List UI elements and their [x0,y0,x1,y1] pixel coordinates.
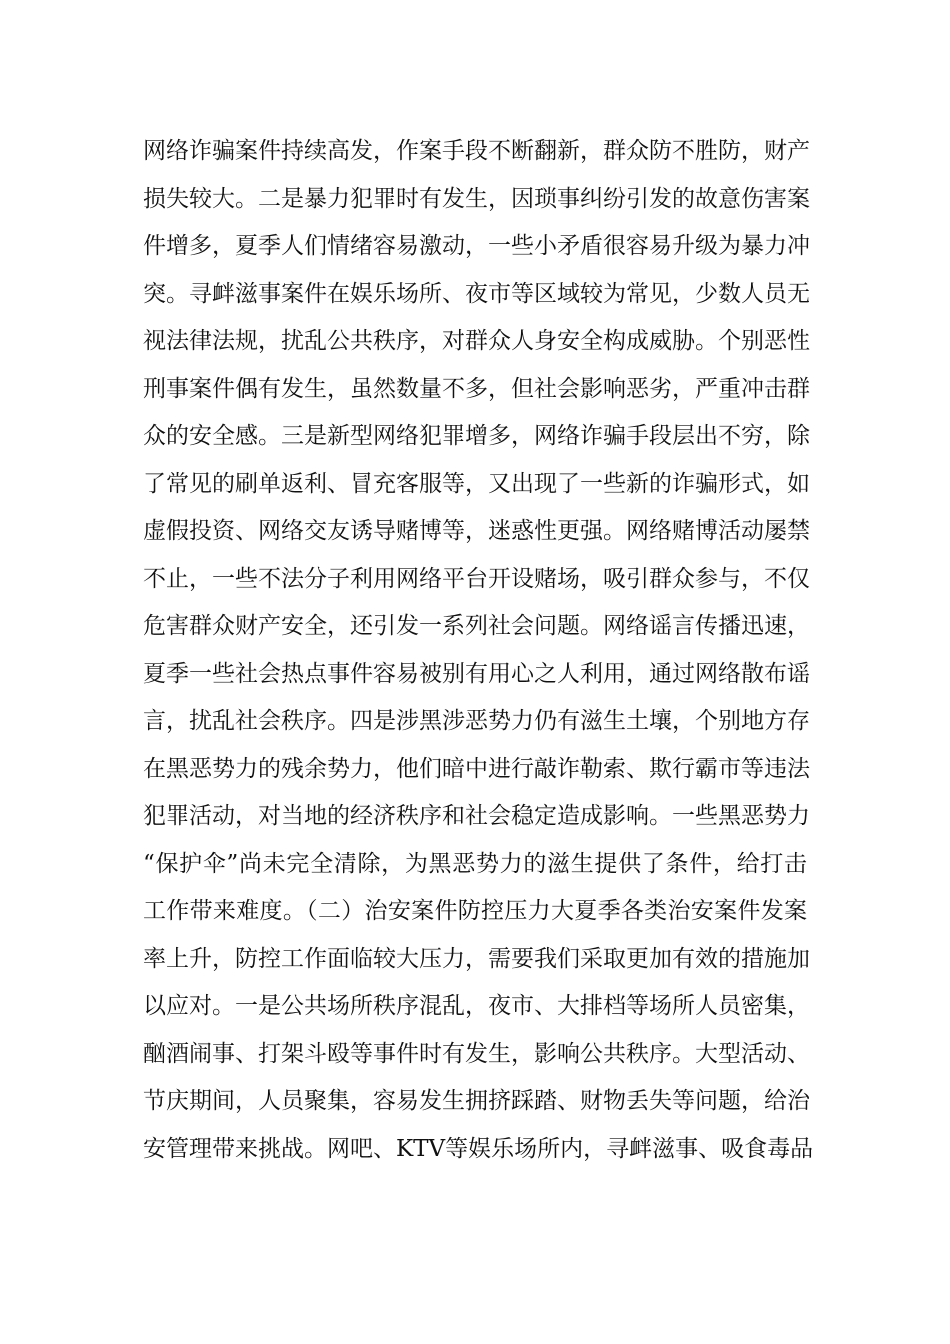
text-line: “保护伞”尚未完全清除，为黑恶势力的滋生提供了条件，给打击 [143,850,807,877]
text-line: 刑事案件偶有发生，虽然数量不多，但社会影响恶劣，严重冲击群 [143,375,810,402]
text-line: 危害群众财产安全，还引发一系列社会问题。网络谣言传播迅速， [143,613,810,639]
text-line: 视法律法规，扰乱公共秩序，对群众人身安全构成威胁。个别恶性 [143,328,810,354]
body-paragraph [143,128,814,1173]
text-line: 在黑恶势力的残余势力，他们暗中进行敲诈勒索、欺行霸市等违法 [143,755,810,782]
text-line: 酗酒闹事、打架斗殴等事件时有发生，影响公共秩序。大型活动、 [143,1040,810,1067]
text-line: 众的安全感。三是新型网络犯罪增多，网络诈骗手段层出不穷，除 [143,423,810,449]
text-line: 犯罪活动，对当地的经济秩序和社会稳定造成影响。一些黑恶势力 [143,803,810,829]
text-line: 夏季一些社会热点事件容易被别有用心之人利用，通过网络散布谣 [143,660,810,687]
text-line: 网络诈骗案件持续高发，作案手段不断翻新，群众防不胜防，财产 [143,138,810,164]
text-line: 以应对。一是公共场所秩序混乱，夜市、大排档等场所人员密集， [143,993,810,1019]
text-line: 安管理带来挑战。网吧、KTV等娱乐场所内，寻衅滋事、吸食毒品 [143,1135,814,1162]
text-line: 不止，一些不法分子利用网络平台开设赌场，吸引群众参与，不仅 [143,565,810,592]
text-line: 件增多，夏季人们情绪容易激动，一些小矛盾很容易升级为暴力冲 [143,233,810,259]
text-line: 了常见的刷单返利、冒充客服等，又出现了一些新的诈骗形式，如 [143,470,810,497]
text-line: 节庆期间，人员聚集，容易发生拥挤踩踏、财物丢失等问题，给治 [143,1088,810,1114]
text-line: 突。寻衅滋事案件在娱乐场所、夜市等区域较为常见，少数人员无 [143,280,810,307]
text-line: 率上升，防控工作面临较大压力，需要我们采取更加有效的措施加 [143,945,810,972]
text-line: 虚假投资、网络交友诱导赌博等，迷惑性更强。网络赌博活动屡禁 [143,518,810,544]
text-line: 工作带来难度。（二）治安案件防控压力大夏季各类治安案件发案 [143,898,807,924]
text-line: 损失较大。二是暴力犯罪时有发生，因琐事纠纷引发的故意伤害案 [143,185,810,212]
text-line: 言，扰乱社会秩序。四是涉黑涉恶势力仍有滋生土壤，个别地方存 [143,708,810,734]
